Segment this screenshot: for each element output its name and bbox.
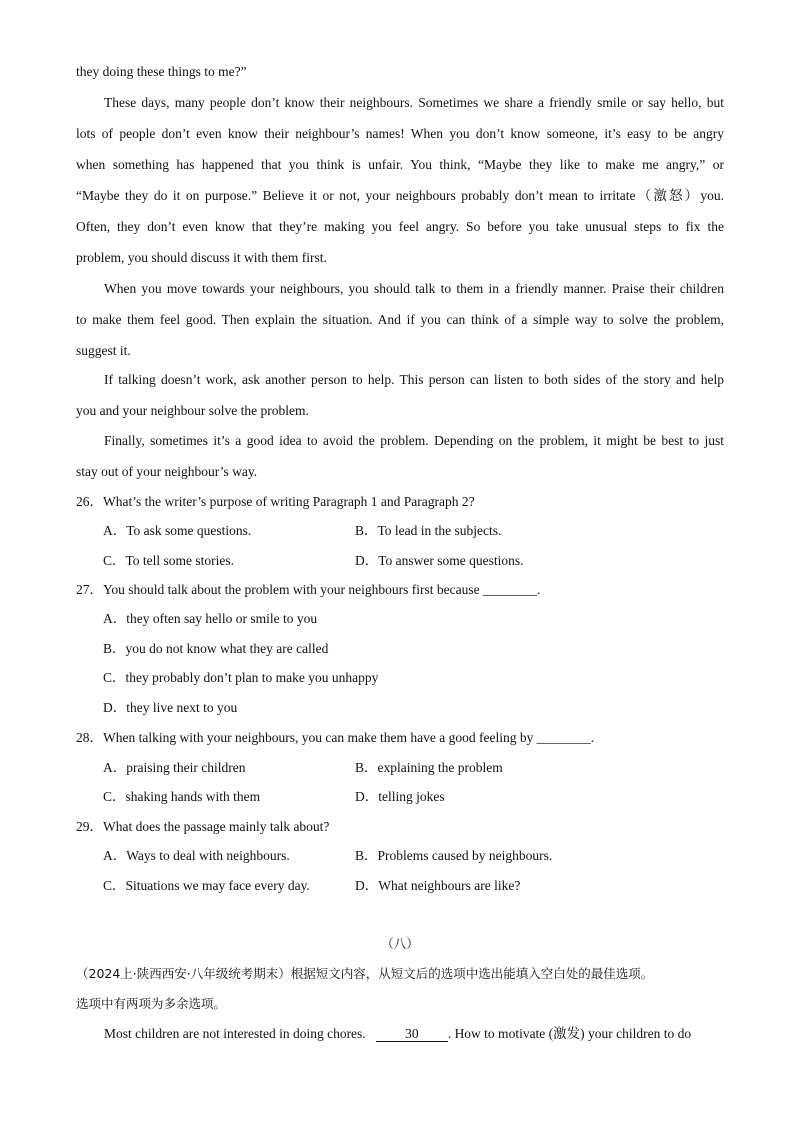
paragraph-2-line: lots of people don’t even know their neighbour’s names! When you don’t know someone, it’s easy to be angry [76,126,724,141]
passage-text: . How to motivate (激发) your children to do [447,1026,692,1041]
question-26-option-d: D．To answer some questions. [355,553,524,568]
question-29-option-a: A．Ways to deal with neighbours. [103,848,290,863]
paragraph-2-line: Often, they don’t even know that they’re making you feel angry. So before you take unusual steps to fix the [76,219,724,234]
question-29-stem: 29．What does the passage mainly talk about? [76,819,330,834]
question-28-option-c: C．shaking hands with them [103,789,261,804]
question-27-option-d: D．they live next to you [103,700,238,715]
question-28-stem: 28．When talking with your neighbours, you can make them have a good feeling by ________. [76,730,595,745]
question-29-option-c: C．Situations we may face every day. [103,878,310,893]
paragraph-5-line: Finally, sometimes it’s a good idea to avoid the problem. Depending on the problem, it might be best to just [104,433,724,448]
section-8-passage-line [104,1026,691,1042]
question-27-option-a: A．they often say hello or smile to you [103,611,318,626]
question-27-option-c: C．they probably don’t plan to make you unhappy [103,670,379,685]
question-27-stem: 27．You should talk about the problem with your neighbours first because ________. [76,582,541,597]
paragraph-2-line: when something has happened that you think is unfair. You think, “Maybe they like to make me angry,” or [76,157,724,172]
paragraph-4-line: If talking doesn’t work, ask another person to help. This person can listen to both sides of the story and help [104,372,724,387]
answer-blank[interactable]: 30 [376,1027,448,1042]
paragraph-3-line: suggest it. [76,343,131,358]
paragraph-2-line: “Maybe they do it on purpose.” Believe it or not, your neighbours probably don’t mean to irritate（激怒）you. [76,188,724,203]
question-28-option-a: A．praising their children [103,760,246,775]
paragraph-3-line: to make them feel good. Then explain the situation. And if you can think of a simple way to solve the problem, [76,312,724,327]
paragraph-5-line: stay out of your neighbour’s way. [76,464,258,479]
question-26-option-b: B．To lead in the subjects. [355,523,502,538]
paragraph-3-line: When you move towards your neighbours, you should talk to them in a friendly manner. Praise their children [104,281,724,296]
passage-text: Most children are not interested in doing chores. [104,1026,366,1041]
section-heading: （八） [381,936,419,951]
paragraph-2-line: problem, you should discuss it with them first. [76,250,327,265]
question-26-stem: 26．What’s the writer’s purpose of writing Paragraph 1 and Paragraph 2? [76,494,475,509]
passage-line: they doing these things to me?” [76,64,247,79]
section-instruction: （2024上·陕西西安·八年级统考期末）根据短文内容，从短文后的选项中选出能填入空白处的最佳选项。 [76,966,654,981]
question-29-option-b: B．Problems caused by neighbours. [355,848,553,863]
question-26-option-c: C．To tell some stories. [103,553,235,568]
question-26-option-a: A．To ask some questions. [103,523,252,538]
question-28-option-d: D．telling jokes [355,789,445,804]
section-instruction: 选项中有两项为多余选项。 [76,996,227,1011]
paragraph-2-line: These days, many people don’t know their neighbours. Sometimes we share a friendly smile or say hello, but [104,95,724,110]
question-27-option-b: B．you do not know what they are called [103,641,329,656]
question-29-option-d: D．What neighbours are like? [355,878,521,893]
question-28-option-b: B．explaining the problem [355,760,503,775]
paragraph-4-line: you and your neighbour solve the problem. [76,403,309,418]
